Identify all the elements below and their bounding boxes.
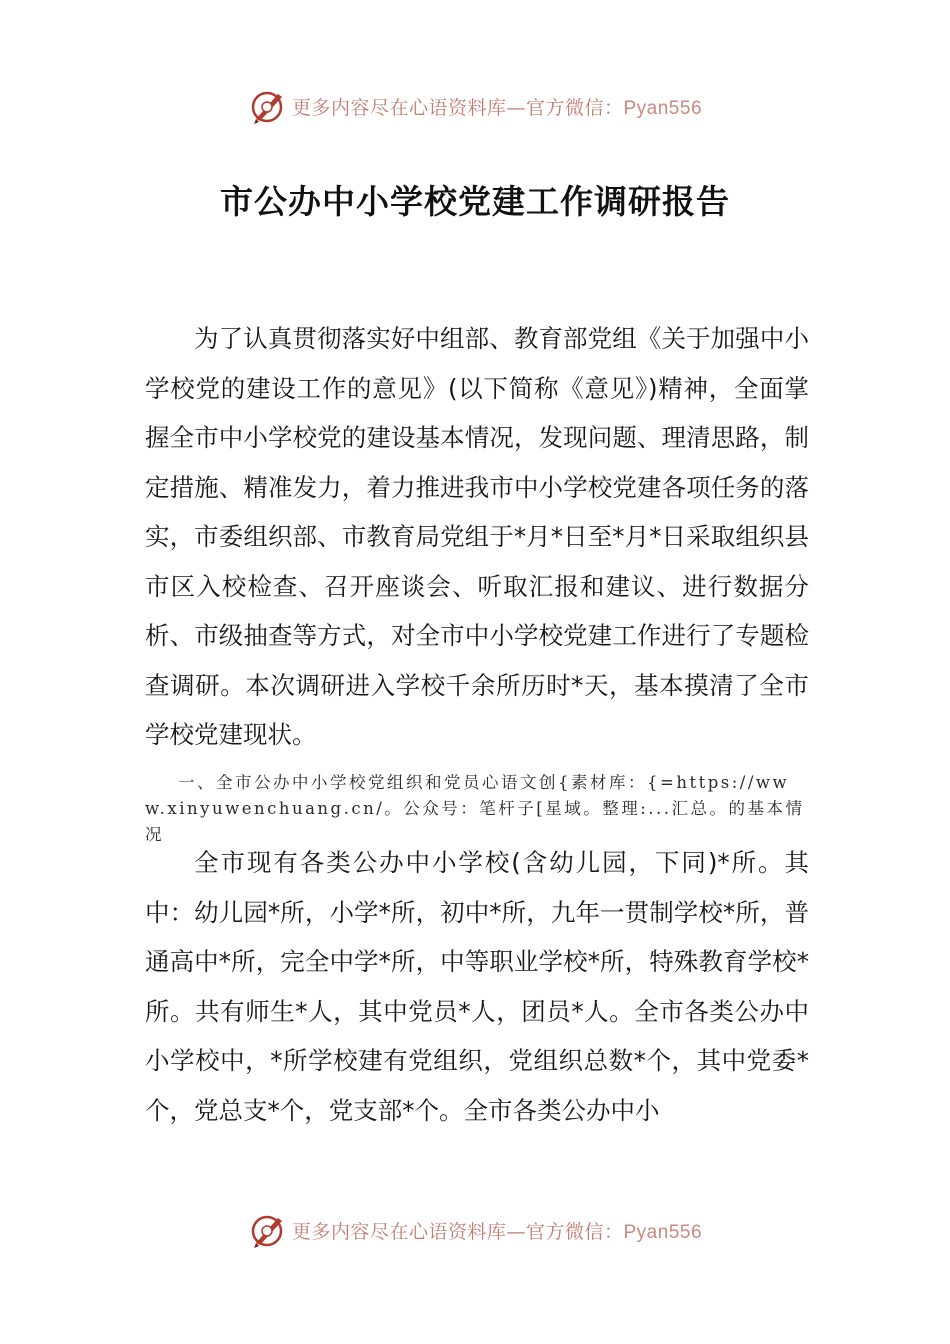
pen-logo-icon (248, 1210, 288, 1250)
section-heading: 一、全市公办中小学校党组织和党员心语文创{素材库：{=https://www.xinyuwenchuang.cn/。公众号：笔杆子[星域。整理:...汇总。的基本情况 (145, 773, 805, 844)
header-watermark (0, 84, 950, 128)
statistics-paragraph: 全市现有各类公办中小学校(含幼儿园，下同)*所。其中：幼儿园*所，小学*所，初中*所，九年一贯制学校*所，普通高中*所，完全中学*所，中等职业学校*所，特殊教育学校*所。共有师生*人，其中党员*人，团员*人。全市各类公办中小学校中，*所学校建有党组织，党组织总数*个，其中党委*个，党总支*个，党支部*个。全市各类公办中小 (145, 848, 809, 1125)
pen-logo-icon (248, 86, 288, 126)
wechat-id: Pyan556 (623, 1221, 703, 1243)
intro-paragraph: 为了认真贯彻落实好中组部、教育部党组《关于加强中小学校党的建设工作的意见》(以下简称《意见》)精神，全面掌握全市中小学校党的建设基本情况，发现问题、理清思路，制定措施、精准发力，着力推进我市中小学校党建各项任务的落实，市委组织部、市教育局党组于*月*日至*月*日采取组织县市区入校检查、召开座谈会、听取汇报和建议、进行数据分析、市级抽查等方式，对全市中小学校党建工作进行了专题检查调研。本次调研进入学校千余所历时*天，基本摸清了全市学校党建现状。 (145, 324, 809, 749)
wechat-id: Pyan556 (623, 97, 703, 119)
watermark-text: 更多内容尽在心语资料库—官方微信：Pyan556 (291, 1220, 703, 1243)
document-title: 市公办中小学校党建工作调研报告 (220, 182, 730, 221)
footer-watermark (0, 1208, 950, 1252)
watermark-text: 更多内容尽在心语资料库—官方微信：Pyan556 (291, 96, 703, 119)
